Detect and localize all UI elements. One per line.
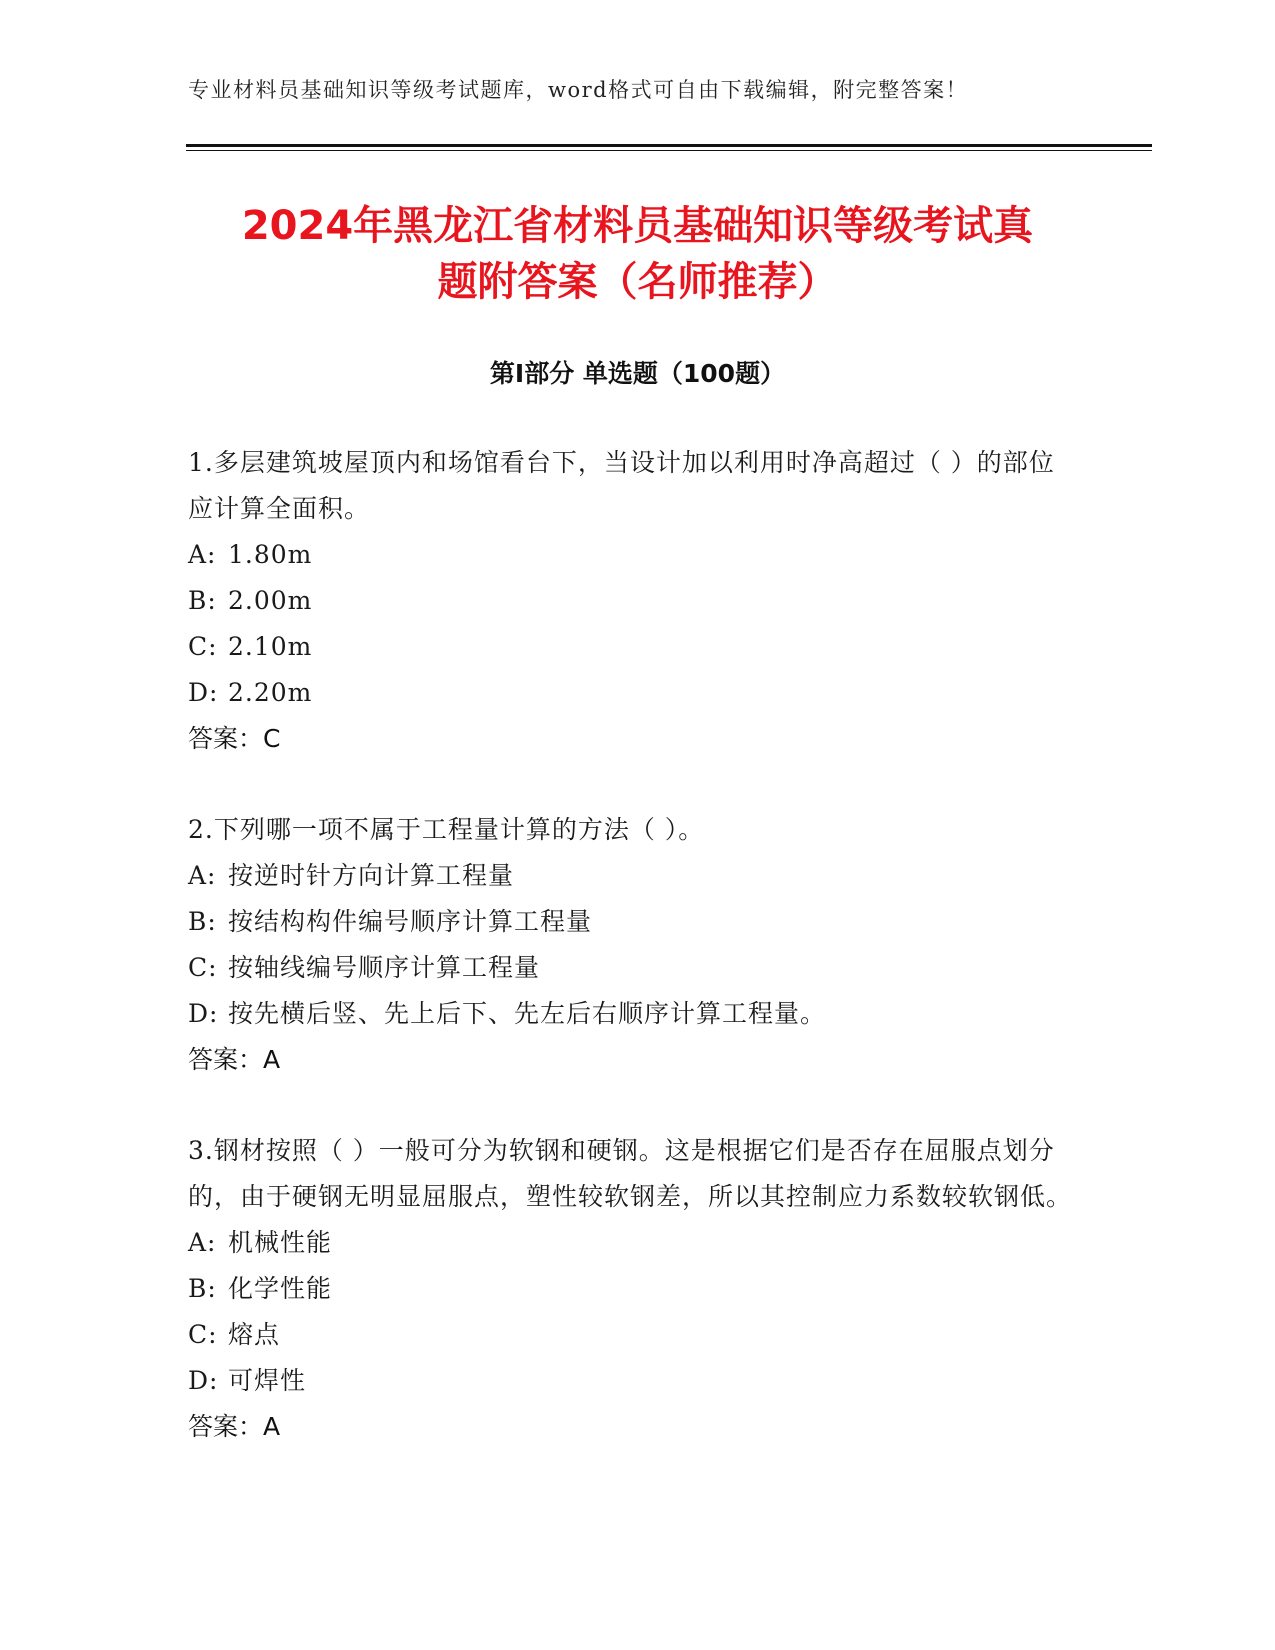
question-stem: 1.多层建筑坡屋顶内和场馆看台下，当设计加以利用时净高超过（ ）的部位应计算全面积。 xyxy=(188,448,1055,523)
option-text: 按结构构件编号顺序计算工程量 xyxy=(228,907,593,936)
option-c xyxy=(188,624,1078,670)
question-2 xyxy=(188,807,1078,1083)
option-letter: A: xyxy=(188,540,217,569)
option-a xyxy=(188,1220,1078,1266)
section-title: 第Ⅰ部分 单选题（100题） xyxy=(489,359,786,388)
option-text: 按轴线编号顺序计算工程量 xyxy=(228,953,541,982)
option-b xyxy=(188,899,1078,945)
option-text: 按逆时针方向计算工程量 xyxy=(228,861,515,890)
option-text: 2.00m xyxy=(228,586,313,615)
option-letter: B: xyxy=(188,586,217,615)
option-d xyxy=(188,991,1078,1037)
option-letter: B: xyxy=(188,1274,217,1303)
page-header-text: 专业材料员基础知识等级考试题库，word格式可自由下载编辑，附完整答案！ xyxy=(188,78,969,102)
document-title-line2: 题附答案（名师推荐） xyxy=(437,259,838,305)
option-d xyxy=(188,1358,1078,1404)
document-title xyxy=(150,198,1125,310)
answer-line: 答案：A xyxy=(188,1045,281,1074)
option-letter: A: xyxy=(188,861,217,890)
document-title-line1: 2024年黑龙江省材料员基础知识等级考试真 xyxy=(241,203,1034,249)
option-letter: C: xyxy=(188,632,218,661)
option-text: 熔点 xyxy=(228,1320,281,1349)
option-b xyxy=(188,1266,1078,1312)
option-letter: C: xyxy=(188,1320,218,1349)
option-text: 化学性能 xyxy=(228,1274,333,1303)
option-text: 可焊性 xyxy=(228,1366,307,1395)
answer-line: 答案：A xyxy=(188,1412,281,1441)
option-letter: D: xyxy=(188,1366,219,1395)
option-letter: A: xyxy=(188,1228,217,1257)
header-rule-thin xyxy=(186,150,1152,151)
question-3 xyxy=(188,1128,1078,1450)
option-a xyxy=(188,853,1078,899)
option-text: 按先横后竖、先上后下、先左后右顺序计算工程量。 xyxy=(228,999,827,1028)
option-c xyxy=(188,945,1078,991)
header-rule-thick xyxy=(186,144,1152,147)
question-stem: 2.下列哪一项不属于工程量计算的方法（ ）。 xyxy=(188,815,705,844)
option-letter: B: xyxy=(188,907,217,936)
option-text: 1.80m xyxy=(228,540,313,569)
option-letter: C: xyxy=(188,953,218,982)
answer-line: 答案：C xyxy=(188,724,281,753)
option-letter: D: xyxy=(188,999,219,1028)
option-text: 机械性能 xyxy=(228,1228,333,1257)
option-text: 2.10m xyxy=(228,632,313,661)
option-b xyxy=(188,578,1078,624)
option-text: 2.20m xyxy=(228,678,313,707)
option-letter: D: xyxy=(188,678,219,707)
question-stem: 3.钢材按照（ ）一般可分为软钢和硬钢。这是根据它们是否存在屈服点划分的，由于硬钢无明显屈服点，塑性较软钢差，所以其控制应力系数较软钢低。 xyxy=(188,1136,1073,1211)
question-list xyxy=(188,440,1078,1495)
question-1 xyxy=(188,440,1078,762)
option-c xyxy=(188,1312,1078,1358)
option-d xyxy=(188,670,1078,716)
option-a xyxy=(188,532,1078,578)
